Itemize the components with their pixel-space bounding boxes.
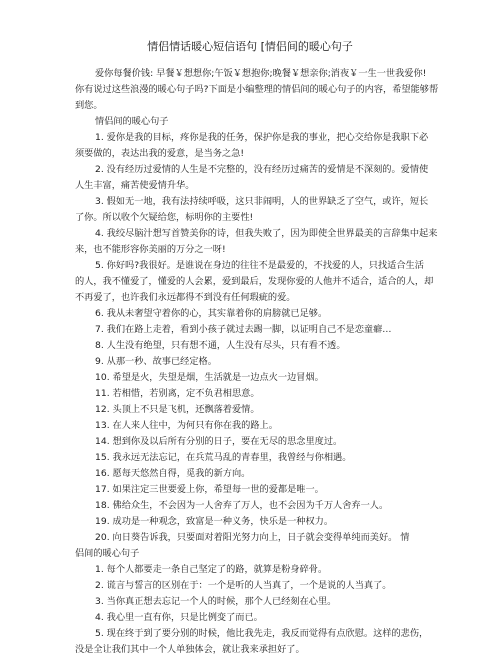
text-line: 侣间的暖心句子 <box>75 548 140 559</box>
text-line: 19. 成功是一种观念，致富是一种义务，快乐是一种权力。 <box>95 516 334 527</box>
document-body <box>75 66 439 655</box>
text-line: 16. 愿每天悠然自得，觅我的新方向。 <box>95 468 251 479</box>
text-line: 的人，我不懂爱了，懂爱的人会累，爱到最后，发现你爱的人他并不适合，适合的人，却 <box>75 276 434 287</box>
text-line: 情侣间的暖心句子 <box>95 116 169 127</box>
text-line: 15. 我永远无法忘记，在兵荒马乱的青春里，我曾经与你相遇。 <box>95 452 352 463</box>
text-line: 13. 在人来人往中，为何只有你在我的路上。 <box>95 420 278 431</box>
text-line: 17. 如果注定三世要爱上你，希望每一世的爱都是唯一。 <box>95 484 324 495</box>
text-line: 9. 从那一秒、故事已经定格。 <box>95 356 217 367</box>
text-line: 不再爱了，也许我们永远都得不到没有任何瑕疵的爱。 <box>75 292 296 303</box>
text-line: 6. 我从未奢望守着你的心，其实靠着你的肩膀就已足够。 <box>95 308 328 319</box>
text-line: 来，也不能形容你美丽的万分之一呀! <box>75 244 226 255</box>
text-line: 14. 想到你及以后所有分别的日子，要在无尽的思念里度过。 <box>95 436 343 447</box>
text-line: 3. 假如无一地，我有法持续呼吸，这只非闹明，人的世界缺乏了空气，或许，短长 <box>95 196 429 207</box>
text-line: 了你。所以收个欠疑给您，标明你的主要性! <box>75 212 254 223</box>
text-line: 20. 向日葵告诉我，只要面对着阳光努力向上，日子就会变得单纯而美好。 情 <box>95 532 410 543</box>
text-line: 5. 现在终于到了要分别的时候，他比我先走，我反而觉得有点欣慰。这样的悲伤， <box>95 628 429 639</box>
text-line: 12. 头顶上不只是飞机，还飘落着爱情。 <box>95 404 260 415</box>
text-line: 4. 我心里一直有你，只是比例变了而已。 <box>95 612 263 623</box>
text-line: 1. 爱你是我的目标，疼你是我的任务，保护你是我的事业，把心交给你是我职下必 <box>95 132 429 143</box>
text-line: 2. 谎言与誓言的区别在于：一个是听的人当真了，一个是说的人当真了。 <box>95 580 392 591</box>
text-line: 7. 我们在路上走着，看到小孩子就过去踢一脚，以证明自己不是恋童癖… <box>95 324 392 335</box>
text-line: 5. 你好吗?我很好。是谁说在身边的往往不是最爱的，不找爱的人，只找适合生活 <box>95 260 424 271</box>
text-line: 没是全让我们其中一个人单独体会，就让我来承担好了。 <box>75 644 305 655</box>
text-line: 4. 我绞尽脑汁想写首赞美你的诗，但我失败了，因为即使全世界最美的言辞集中起来 <box>95 228 438 239</box>
text-line: 8. 人生没有绝望，只有想不通，人生没有尽头，只有看不透。 <box>95 340 346 351</box>
text-line: 3. 当你真正想去忘记一个人的时候，那个人已经刻在心里。 <box>95 596 337 607</box>
text-line: 人生丰富，痛苦使爱情升华。 <box>75 180 195 191</box>
text-line: 你有说过这些浪漫的暖心句子吗?下面是小编整理的情侣间的暖心句子的内容，希望能够帮 <box>75 84 439 95</box>
text-line: 11. 若相惜，若别离，定不负君相思意。 <box>95 388 260 399</box>
document-title: 情侣情话暖心短信语句 [情侣间的暖心句子 <box>147 40 353 53</box>
text-line: 1. 每个人都要走一条自己坚定了的路，就算是粉身碎骨。 <box>95 564 328 575</box>
text-line: 10. 希望是火，失望是烟，生活就是一边点火一边冒烟。 <box>95 372 324 383</box>
text-line: 须要做的，表达出我的爱意，是当务之急! <box>75 148 245 159</box>
text-line: 18. 佛给众生，不会因为一人舍弃了万人，也不会因为千万人舍弃一人。 <box>95 500 389 511</box>
text-line: 到您。 <box>75 100 103 111</box>
text-line: 爱你每餐价钱: 早餐￥想想你;午饭￥想抱你;晚餐￥想亲你;消夜￥一生一世我爱你! <box>95 68 427 79</box>
text-line: 2. 没有经历过爱情的人生是不完整的，没有经历过痛苦的爱情是不深刻的。爱情使 <box>95 164 429 175</box>
